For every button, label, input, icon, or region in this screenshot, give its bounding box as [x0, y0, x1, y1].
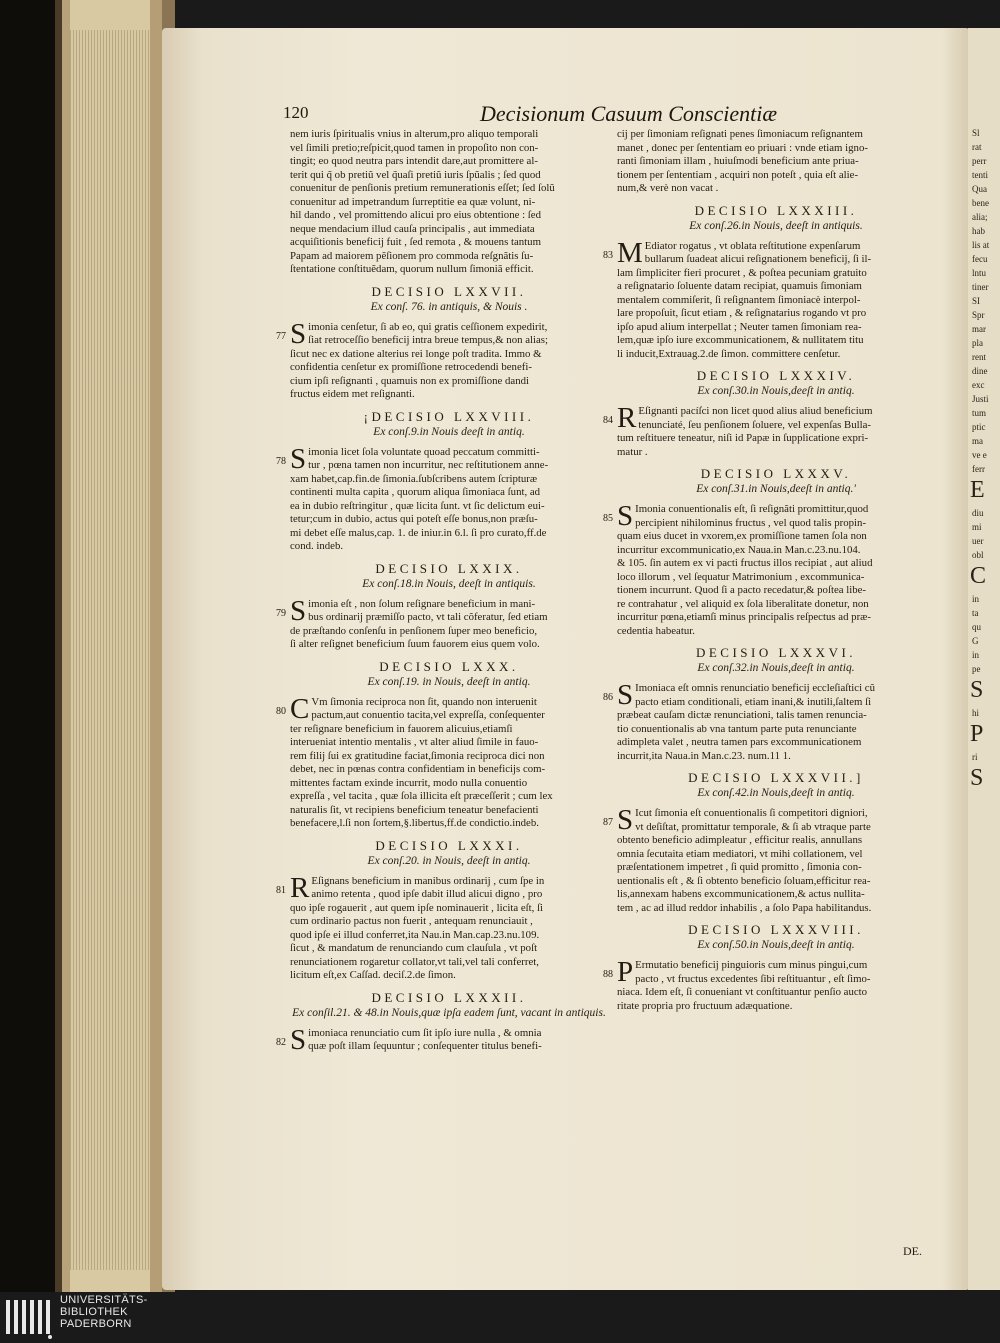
decisio-source: Ex conſ.42.in Nouis,deeſt in antiq.	[697, 787, 855, 799]
facing-page-text: S	[970, 677, 984, 703]
paragraph-number: 85	[603, 513, 613, 524]
text-line: Ediator rogatus , vt oblata reſtitutione expenſarum	[644, 239, 861, 252]
decisio-heading: DECISIO LXXXVII.]	[688, 770, 864, 785]
text-line: præſentationem impetret , ſi quid promitto , ſimonia con-	[617, 861, 862, 873]
facing-page-text: rat	[972, 142, 982, 152]
text-line: hil dando , vel promittendo alicui pro eius obtentione : ſed	[290, 209, 541, 221]
decisio-paragraph	[276, 1023, 608, 1056]
text-line: confidentia cenſetur ex promiſſione retrocedendi benefi-	[290, 361, 532, 373]
decisio-paragraph	[276, 594, 608, 652]
text-line: lem,quæ ipſo iure excommunicationem, & nullitatem titu	[617, 334, 864, 346]
page-header	[283, 103, 983, 129]
decisio-heading: DECISIO LXXXVIII.	[688, 922, 864, 937]
drop-capital: S	[617, 804, 634, 836]
page-edges	[70, 30, 150, 1270]
text-line: Papam ad maiorem pẽſionem pro commoda reſgnãtis ſu-	[290, 249, 534, 262]
drop-capital: S	[617, 679, 634, 711]
text-line: Icut ſimonia eſt conuentionalis ſi competitori digniori,	[635, 807, 868, 819]
text-line: conuenitur de penſionis pretium remunerationis eſſet; ſed ſolũ	[290, 182, 555, 194]
decisio-source: Ex conſ.26.in Nouis, deeſt in antiquis.	[689, 219, 863, 232]
paragraph-number: 78	[276, 455, 286, 467]
text-line: quo ipſe rogauerit , aut quem ipſe nominauerit , licita eſt, ſi	[290, 901, 544, 914]
text-line: quæ poſt illam ſequuntur ; conſequenter titulus benefi-	[308, 1040, 542, 1052]
facing-page-text: perr	[972, 156, 987, 166]
text-line: lare propoſuit, ſicut etiam , & reſignatarius rogando vt pro	[617, 307, 867, 319]
text-line: ritate propria pro fructuum adæquatione.	[617, 999, 793, 1012]
text-line: continenti multa capita , quorum aliqua ſimoniaca ſunt, ad	[290, 486, 541, 498]
facing-page-text: ri	[972, 752, 978, 762]
decisio-paragraph	[276, 442, 608, 554]
drop-capital: M	[617, 236, 643, 269]
decisio-paragraph	[603, 500, 935, 638]
running-head: Decisionum Casuum Conscientiæ	[480, 101, 777, 126]
text-line: ter reſignare beneficium in fauorem alicuius,etiamſi	[290, 722, 513, 735]
text-line: cond. indeb.	[290, 540, 344, 552]
text-line: rem filij ſui ex gratitudine faciat,ſimonia reciproca dici non	[290, 749, 545, 762]
text-line: niaca. Idem eſt, ſi conueniant vt conſtituantur penſio aucto	[617, 986, 868, 998]
text-line: tionem incurrunt. Quod ſi a pacto recedatur,& poſtea libe-	[617, 584, 867, 596]
library-name-line: PADERBORN	[60, 1318, 132, 1330]
library-name-line: UNIVERSITÄTS-	[60, 1294, 148, 1306]
text-line: acquiſitionis beneficij fuit , ſed remota , & mouens tantum	[290, 236, 541, 248]
text-line: lis,annexam habens excommunicationem,& actus nullita-	[617, 888, 865, 900]
paragraph-number: 88	[603, 969, 613, 980]
drop-capital: S	[290, 317, 307, 350]
facing-page-text: ta	[972, 608, 979, 618]
decisio-source: Ex conſil.21. & 48.in Nouis,quæ ipſa eadem ſunt, vacant in antiquis.	[292, 1006, 606, 1019]
decisio-paragraph	[276, 871, 608, 983]
text-line: imoniaca renunciatio cum ſit ipſo iure nulla , & omnia	[308, 1026, 542, 1039]
decisio-source: Ex conſ.18.in Nouis, deeſt in antiquis.	[362, 577, 536, 590]
drop-capital: S	[290, 1023, 307, 1056]
text-line: ſi alter reſignet beneficium ſuum fauorem eius quem volo.	[290, 638, 540, 650]
text-line: Imoniaca eſt omnis renunciatio beneficij eccleſiaſtici cũ	[635, 682, 875, 694]
paragraph-number: 87	[603, 817, 613, 828]
text-line: naturalis ſit, vt recipiens beneficium teneatur benefacienti	[290, 803, 539, 816]
text-line: fructus eidem met reſignanti.	[290, 388, 415, 400]
facing-page-text: pe	[972, 664, 981, 674]
paragraph-number: 81	[276, 884, 286, 896]
library-name-line: BIBLIOTHEK	[60, 1306, 128, 1318]
text-line: renunciationem rogaretur collator,vt tali,vel tali conferret,	[290, 955, 539, 968]
decisio-paragraph	[276, 317, 608, 402]
paragraph-number: 86	[603, 692, 613, 703]
text-line: cij per ſimoniam reſignati penes ſimoniacum reſignantem	[617, 128, 863, 140]
facing-page-text: tum	[972, 408, 987, 418]
decisio-source: Ex conſ.30.in Nouis,deeſt in antiq.	[697, 385, 855, 397]
text-line: conuenitur ad impetrandum ſurreptitie ea quæ volunt, ni-	[290, 195, 536, 208]
text-line: percipient nihilominus fructus , vel quod talis propin-	[635, 516, 867, 529]
facing-page-text: in	[972, 650, 980, 660]
facing-page-text: tenti	[972, 170, 988, 180]
facing-page-text: G	[972, 636, 979, 646]
text-block	[617, 128, 935, 196]
text-line: cedentia habeatur.	[617, 624, 695, 637]
text-line: incurritur excommunicatio,ex Naua.in Man.c.23.nu.104.	[617, 543, 861, 556]
text-line: licitum eſt,ex Caſſad. deciſ.2.de ſimon.	[290, 969, 456, 981]
text-line: imonia licet ſola voluntate quoad peccatum committi-	[308, 445, 540, 458]
text-line: & 105. ſin autem ex vi pacti fructus illos recipiat , aut aliud	[617, 557, 873, 569]
text-line: animo retenta , quod ipſe dabit illud alicui digno , pro	[311, 888, 543, 900]
right-column	[603, 128, 935, 1013]
decisio-paragraph	[603, 804, 935, 915]
decisio-heading: DECISIO LXXX.	[379, 658, 519, 674]
facing-page-text: Justi	[972, 394, 989, 404]
decisio-heading: ¡DECISIO LXXVIII.	[363, 408, 535, 424]
footer-bar	[0, 1292, 1000, 1343]
text-line: vel ſimili pretio;reſpicit,quod tamen in propoſito non con-	[290, 141, 539, 154]
paragraph-number: 84	[603, 415, 613, 426]
facing-page-text: ptic	[972, 422, 986, 432]
decisio-source: Ex conſ. 76. in antiquis, & Nouis .	[370, 300, 528, 313]
facing-page-text: S	[970, 765, 984, 791]
text-line: ſicut , & mandatum de renunciando cum clauſula , vt poſt	[290, 942, 538, 954]
text-line: debet, nec in pœnas contra confidentiam in beneficijs com-	[290, 763, 546, 775]
text-line: incurritur pœna,etiamſi minus principalis reſpectus ad præ-	[617, 611, 871, 623]
decisio-source: Ex conſ.19. in Nouis, deeſt in antiq.	[367, 675, 531, 688]
facing-page-text: ma	[972, 436, 983, 446]
text-line: terit qui q̃ ob pretiũ vel q̃uaſi pretiũ iuris ſpũalis ; ſed quod	[290, 168, 541, 181]
text-line: li inducit,Extrauag.2.de ſimon. committere cenſetur.	[617, 347, 841, 360]
decisio-source: Ex conſ.9.in Nouis deeſt in antiq.	[373, 425, 525, 438]
text-line: ſicut nec ex datione alterius rei longe poſt tradita. Immo &	[290, 347, 542, 360]
facing-page-text: lntu	[972, 268, 987, 278]
text-line: Ermutatio beneficij pinguioris cum minus pingui,cum	[635, 959, 868, 971]
text-line: pacto etiam conditionali, etiam inani,& inutili,ſaltem ſi	[635, 695, 872, 708]
text-line: neque mendacium illud cauſa principalis , aut immediata	[290, 222, 535, 235]
facing-page-text: rent	[972, 352, 986, 362]
facing-page-text: fecu	[972, 254, 988, 264]
facing-page-text: dine	[972, 366, 988, 376]
text-line: bus ordinarij præmiſſo pacto, vt tali cõferatur, ſed etiam	[308, 611, 548, 623]
text-line: nem iuris ſpiritualis vnius in alterum,pro aliquo temporali	[290, 128, 539, 140]
text-line: pactum,aut conuentio tacita,vel expreſſa, conſequenter	[311, 709, 545, 721]
facing-page-text: alia;	[972, 212, 988, 222]
text-line: tenunciaté, ſeu penſionem ſoluere, vel expenſas Bulla-	[638, 418, 871, 431]
text-line: pacto , vt fructus excedentes ſibi reſtituantur , eſt ſimo-	[635, 972, 871, 985]
text-line: ipſo apud alium interpellat ; Neuter tamen ſimoniam rea-	[617, 320, 862, 333]
text-line: mi debet eſſe malus,cap. 1. de iniur.in 6.l. ſi pro curato,ff.de	[290, 526, 547, 539]
text-line: tum reſtituere teneatur, niſi id Papæ in ſupplicatione expri-	[617, 432, 869, 444]
decisio-source: Ex conſ.31.in Nouis,deeſt in antiq.'	[696, 483, 856, 495]
text-line: cium ipſi reſignanti , quamuis non ex promiſſione dandi	[290, 374, 529, 387]
facing-page-text: C	[970, 563, 987, 589]
text-line: quod ipſe ei illud conferret,ita Nau.in Man.cap.23.nu.109.	[290, 928, 540, 941]
decisio-paragraph	[603, 956, 935, 1013]
facing-page-text: mi	[972, 522, 982, 532]
facing-page-text: exc	[972, 380, 985, 390]
decisio-heading: DECISIO LXXXI.	[375, 837, 523, 853]
text-line: præbeat cauſam dictæ renunciationi, talis tamen renuncia-	[617, 709, 867, 721]
facing-page-text: lis at	[972, 240, 990, 250]
facing-page-text: mar	[972, 324, 986, 334]
decisio-source: Ex conſ.20. in Nouis, deeſt in antiq.	[367, 854, 531, 867]
facing-page-text: uer	[972, 536, 984, 546]
paragraph-number: 79	[276, 607, 286, 619]
drop-capital: P	[617, 956, 634, 988]
drop-capital: C	[290, 692, 310, 725]
text-line: a reſignatario ſoluente datam recipiat, quamuis ſimoniam	[617, 280, 862, 292]
text-line: mittentes factam exinde incurrit, modo nulla conuentio	[290, 776, 528, 789]
paragraph-number: 77	[276, 330, 286, 342]
decisio-heading: DECISIO LXXXIV.	[696, 368, 856, 383]
text-line: tur , pœna tamen non incurritur, nec reſtitutionem anne-	[308, 459, 549, 471]
text-line: tetur;cum in dubio, actus qui poteſt eſſe bonus,non præſu-	[290, 513, 538, 525]
left-column	[276, 128, 608, 1056]
decisio-source: Ex conſ.32.in Nouis,deeſt in antiq.	[697, 662, 855, 674]
text-line: bullarum ſuadeat alicui reſignationem beneficij, ſi il-	[644, 253, 872, 265]
library-name	[60, 1294, 148, 1330]
facing-page-text: Sl	[972, 128, 980, 138]
facing-page-text: Spr	[972, 310, 985, 320]
facing-page-text: SI	[972, 296, 981, 306]
text-line: interueniat intentio mentalis , vt alter aliud ſimile in fauo-	[290, 736, 539, 748]
facing-page-text: in	[972, 594, 980, 604]
text-block	[290, 128, 608, 277]
text-line: benefacere,l.ſi non ſortem,§.libertus,ff.de condictio.indeb.	[290, 817, 539, 829]
text-line: cum ordinario pactus non fuerit , antequam renunciauit ,	[290, 915, 533, 927]
text-line: re contrahatur , vel aliquid ex ſola liberalitate donetur, non	[617, 597, 869, 610]
text-line: quam eius ducet in vxorem,ex promiſſione tamen ſola non	[617, 530, 867, 542]
text-line: ſtentatione conſtituẽdam, quorum nullum ſimoniã efficit.	[290, 263, 534, 275]
text-line: obtento beneficio adimpleatur , efficitur realis, annullans	[617, 834, 863, 846]
paragraph-number: 80	[276, 705, 286, 717]
text-line: ranti ſimoniam illam , huiuſmodi beneficium ante priua-	[617, 155, 859, 167]
decisio-paragraph	[603, 236, 935, 362]
drop-capital: S	[290, 442, 307, 475]
text-line: tionem per ſententiam , acquiri non poteſt , quia eſt alie-	[617, 168, 859, 181]
paragraph-number: 83	[603, 249, 613, 261]
text-line: omnia ſecutaita etiam mediatori, vt mihi collationem, vel	[617, 847, 863, 860]
facing-page-text: ferr	[972, 464, 985, 474]
decisio-paragraph	[603, 402, 935, 459]
text-line: ea in dubio reſtringitur , quæ licita ſunt. vt ſic delictum eui-	[290, 499, 545, 512]
drop-capital: R	[290, 871, 310, 904]
text-line: adimpleta valet , neutra tamen pars excommunicationem	[617, 736, 862, 748]
text-line: matur .	[617, 445, 648, 458]
text-line: manet , donec per ſententiam eo priuari : vnde etiam igno-	[617, 141, 868, 154]
facing-page-text: tiner	[972, 282, 989, 292]
facing-page-text: bene	[972, 198, 989, 208]
decisio-source: Ex conſ.50.in Nouis,deeſt in antiq.	[697, 939, 855, 951]
facing-page-text: diu	[972, 508, 984, 518]
decisio-paragraph	[603, 679, 935, 763]
decisio-heading: DECISIO LXXIX.	[375, 560, 523, 576]
text-line: tem , ac ad illud reddor inhabilis , a ſolo Papa habilitandus.	[617, 901, 872, 914]
facing-page-text: hi	[972, 708, 980, 718]
text-line: mentalem commiſerit, ſi reſignantem ſimoniacè interpol-	[617, 293, 861, 306]
facing-page-text: pla	[972, 338, 983, 348]
drop-capital: S	[290, 594, 307, 627]
decisio-heading: DECISIO LXXXII.	[371, 989, 527, 1005]
facing-page-text: hab	[972, 226, 985, 236]
facing-page-text: Qua	[972, 184, 987, 194]
facing-page-text: P	[970, 721, 984, 747]
text-line: num,& verè non vacat .	[617, 182, 719, 194]
facing-page-text: obl	[972, 550, 984, 560]
text-line: Imonia conuentionalis eſt, ſi reſignãti promittitur,quod	[635, 503, 869, 515]
facing-page-text: E	[970, 477, 985, 503]
text-line: Eſignans beneficium in manibus ordinarij , cum ſpe in	[311, 874, 545, 887]
page-number: 120	[283, 103, 309, 122]
text-line: xam habet,cap.fin.de ſimonia.ſubſcribens autem ſcripturæ	[290, 472, 538, 485]
library-logo-icon	[4, 1296, 54, 1340]
paragraph-number: 82	[276, 1036, 286, 1048]
facing-page-text: ve e	[972, 450, 987, 460]
text-line: loco illorum , vel ſequatur Matrimonium , excommunica-	[617, 570, 865, 583]
text-line: Eſignanti pacíſci non licet quod alius aliud beneficium	[638, 405, 873, 417]
text-line: tio conuentionalis ab vna tantum parte puta renunciante	[617, 722, 857, 735]
decisio-heading: DECISIO LXXXV.	[700, 466, 852, 481]
text-line: Vm ſimonia reciproca non ſit, quando non interuenit	[311, 695, 537, 708]
decisio-heading: DECISIO LXXXIII.	[694, 202, 858, 218]
text-line: de præſtando conſenſu in penſionem ſuper meo beneficio,	[290, 624, 538, 637]
text-line: ſiat retroceſſio beneficij intra breue tempus,& non alias;	[308, 334, 548, 346]
text-line: imonia cenſetur, ſi ab eo, qui gratis ceſſionem expedirit,	[308, 320, 548, 333]
book-fore-edge	[0, 0, 175, 1292]
drop-capital: R	[617, 402, 637, 434]
text-line: tingit; eo quod neutra pars intendit dare,aut promittere al-	[290, 155, 538, 167]
decisio-heading: DECISIO LXXVII.	[371, 283, 527, 299]
text-line: lam ſimpliciter fieri procuret , & poſtea pecuniam gratuito	[617, 266, 867, 279]
text-line: incurrit,ita Naua.in Man.c.23. num.11 1.	[617, 749, 791, 762]
facing-page-text: qu	[972, 622, 981, 632]
text-line: expreſſa , vel tacita , quæ ſola illicita eſt præceſſerit ; cum lex	[290, 790, 553, 802]
decisio-heading: DECISIO LXXXVI.	[695, 645, 857, 660]
text-line: imonia eſt , non ſolum reſignare beneficium in mani-	[308, 597, 536, 610]
text-line: vt deſiſtat, promittatur temporale, & ſi ab vtraque parte	[635, 820, 871, 833]
facing-page-fragment	[968, 28, 1000, 1290]
text-line: uentionalis eſt , & ſi obtento beneficio ſoluam,efficitur rea-	[617, 874, 871, 887]
catchword: DE.	[903, 1244, 922, 1258]
drop-capital: S	[617, 500, 634, 532]
